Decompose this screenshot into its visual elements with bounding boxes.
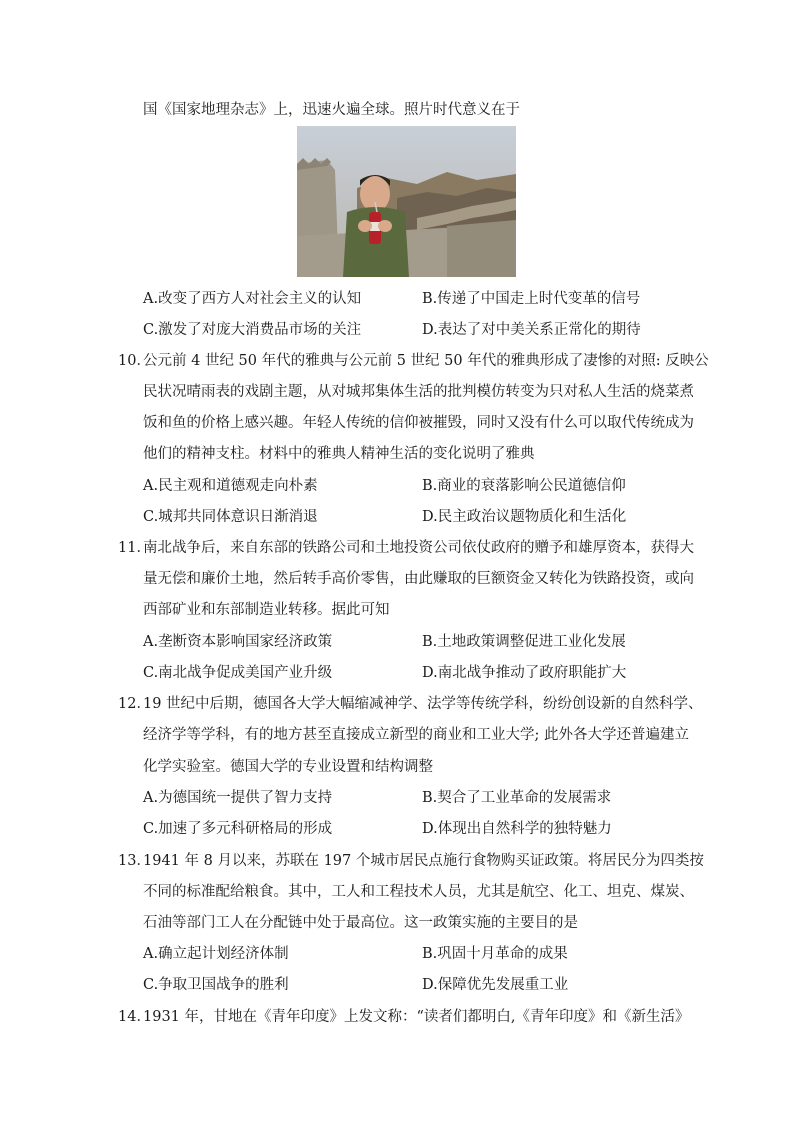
q9-option-d: D.表达了对中美关系正常化的期待 [422, 322, 641, 338]
q13-option-a: A.确立起计划经济体制 [143, 946, 289, 962]
q14-number: 14． [118, 1009, 151, 1025]
q13-option-b: B.巩固十月革命的成果 [422, 946, 568, 962]
q12-number: 12． [118, 696, 151, 712]
q14-stem-line-1: 1931 年，甘地在《青年印度》上发文称：“读者们都明白,《青年印度》和《新生活》 [143, 1009, 690, 1025]
q10-stem-line-2: 民状况晴雨表的戏剧主题，从对城邦集体生活的批判模仿转变为只对私人生活的烧菜煮 [143, 384, 694, 400]
q10-number: 10． [118, 353, 151, 369]
q10-stem-line-4: 他们的精神支柱。材料中的雅典人精神生活的变化说明了雅典 [143, 446, 535, 462]
q13-option-c: C.争取卫国战争的胜利 [143, 977, 289, 993]
q12-stem-line-1: 19 世纪中后期，德国各大学大幅缩减神学、法学等传统学科，纷纷创设新的自然科学、 [143, 696, 703, 712]
q13-option-d: D.保障优先发展重工业 [422, 977, 569, 993]
q10-option-c: C.城邦共同体意识日渐消退 [143, 509, 318, 525]
q9-option-a: A.改变了西方人对社会主义的认知 [143, 291, 362, 307]
q13-number: 13． [118, 853, 151, 869]
q10-option-d: D.民主政治议题物质化和生活化 [422, 509, 627, 525]
q12-option-b: B.契合了工业革命的发展需求 [422, 790, 612, 806]
q11-option-c: C.南北战争促成美国产业升级 [143, 665, 333, 681]
q12-option-c: C.加速了多元科研格局的形成 [143, 821, 333, 837]
q9-option-c: C.激发了对庞大消费品市场的关注 [143, 322, 362, 338]
q12-option-a: A.为德国统一提供了智力支持 [143, 790, 333, 806]
photo-image [297, 126, 516, 277]
q13-stem-line-3: 石油等部门工人在分配链中处于最高位。这一政策实施的主要目的是 [143, 915, 578, 931]
q11-stem-line-3: 西部矿业和东部制造业转移。据此可知 [143, 602, 390, 618]
q11-stem-line-2: 量无偿和廉价土地，然后转手高价零售，由此赚取的巨额资金又转化为铁路投资，或向 [143, 571, 694, 587]
q11-stem-line-1: 南北战争后，来自东部的铁路公司和土地投资公司依仗政府的赠予和雄厚资本，获得大 [143, 540, 694, 556]
q9-stem-line: 国《国家地理杂志》上，迅速火遍全球。照片时代意义在于 [143, 102, 520, 118]
q11-option-a: A.垄断资本影响国家经济政策 [143, 634, 333, 650]
great-wall-photo [297, 126, 516, 277]
q12-stem-line-3: 化学实验室。德国大学的专业设置和结构调整 [143, 759, 433, 775]
q10-option-a: A.民主观和道德观走向朴素 [143, 478, 318, 494]
q11-number: 11． [118, 540, 151, 556]
q13-stem-line-2: 不同的标准配给粮食。其中，工人和工程技术人员，尤其是航空、化工、坦克、煤炭、 [143, 884, 694, 900]
q12-option-d: D.体现出自然科学的独特魅力 [422, 821, 612, 837]
q11-option-b: B.土地政策调整促进工业化发展 [422, 634, 626, 650]
q10-stem-line-1: 公元前 4 世纪 50 年代的雅典与公元前 5 世纪 50 年代的雅典形成了凄惨的对照: 反映公 [143, 353, 709, 369]
q10-stem-line-3: 饭和鱼的价格上感兴趣。年轻人传统的信仰被摧毁，同时又没有什么可以取代传统成为 [143, 415, 694, 431]
q13-stem-line-1: 1941 年 8 月以来，苏联在 197 个城市居民点施行食物购买证政策。将居民分为四类按 [143, 853, 704, 869]
q12-stem-line-2: 经济学等学科，有的地方甚至直接成立新型的商业和工业大学; 此外各大学还普遍建立 [143, 727, 689, 743]
q11-option-d: D.南北战争推动了政府职能扩大 [422, 665, 627, 681]
q10-option-b: B.商业的衰落影响公民道德信仰 [422, 478, 626, 494]
q9-option-b: B.传递了中国走上时代变革的信号 [422, 291, 641, 307]
